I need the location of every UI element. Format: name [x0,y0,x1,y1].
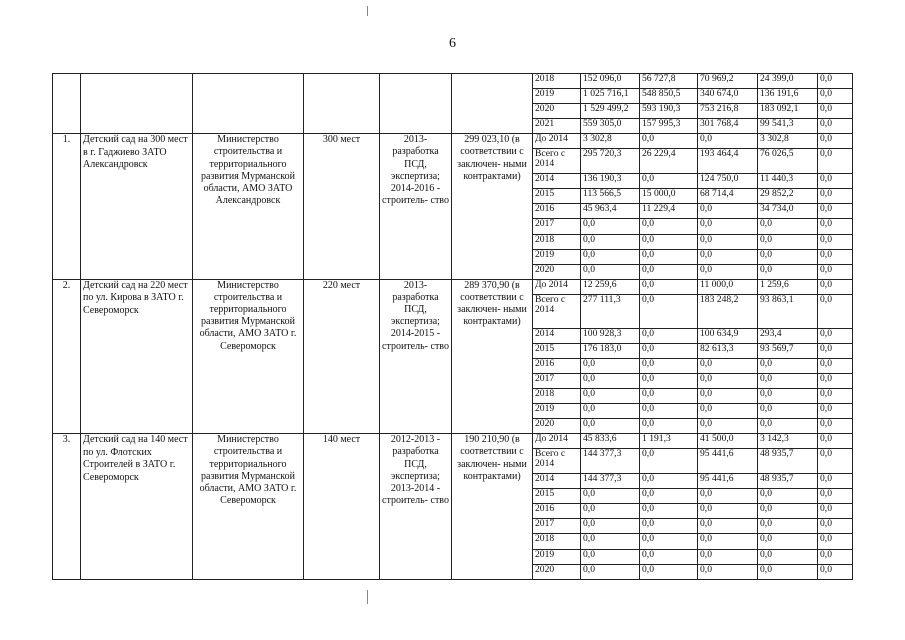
value-cell: 0,0 [581,249,640,264]
value-cell: 0,0 [698,204,758,219]
value-cell: 0,0 [818,449,853,474]
value-cell: 0,0 [758,504,818,519]
value-cell: 0,0 [818,174,853,189]
year-cell: 2018 [533,534,581,549]
value-cell: 0,0 [818,389,853,404]
value-cell: 0,0 [818,328,853,343]
value-cell: 0,0 [640,534,698,549]
value-cell: 0,0 [581,419,640,434]
value-cell: 0,0 [640,343,698,358]
value-cell: 0,0 [581,219,640,234]
value-cell: 113 566,5 [581,189,640,204]
value-cell: 99 541,3 [758,119,818,134]
value-cell: 183 248,2 [698,294,758,328]
value-cell: 100 634,9 [698,328,758,343]
value-cell: 0,0 [818,549,853,564]
year-cell: 2019 [533,549,581,564]
value-cell: 0,0 [698,519,758,534]
value-cell: 48 935,7 [758,474,818,489]
year-cell: 2018 [533,389,581,404]
value-cell: 0,0 [640,328,698,343]
value-cell: 3 302,8 [581,134,640,149]
funding-table [52,73,853,580]
value-cell: 0,0 [818,434,853,449]
value-cell: 0,0 [640,358,698,373]
value-cell: 0,0 [640,419,698,434]
value-cell: 0,0 [581,389,640,404]
value-cell: 100 928,3 [581,328,640,343]
value-cell: 0,0 [758,264,818,279]
year-cell: 2017 [533,519,581,534]
value-cell: 1 529 499,2 [581,104,640,119]
value-cell: 0,0 [758,219,818,234]
value-cell: 0,0 [698,134,758,149]
value-cell: 45 963,4 [581,204,640,219]
value-cell: 0,0 [758,249,818,264]
value-cell: 0,0 [698,389,758,404]
value-cell: 0,0 [640,549,698,564]
table-row [53,434,853,449]
carry-name-cell [81,74,193,134]
year-cell: Всего с 2014 [533,449,581,474]
value-cell: 0,0 [640,373,698,388]
year-cell: 2015 [533,489,581,504]
year-cell: 2016 [533,204,581,219]
object-name: Детский сад на 220 мест по ул. Кирова в ЗАТО г. Североморск [81,279,193,434]
year-cell: 2016 [533,504,581,519]
table-row [53,279,853,294]
carry-cost-cell [452,74,533,134]
value-cell: 70 969,2 [698,74,758,89]
year-cell: 2014 [533,174,581,189]
value-cell: 0,0 [581,534,640,549]
value-cell: 0,0 [698,489,758,504]
value-cell: 0,0 [640,294,698,328]
value-cell: 82 613,3 [698,343,758,358]
value-cell: 48 935,7 [758,449,818,474]
capacity: 300 мест [304,134,380,279]
value-cell: 0,0 [758,234,818,249]
value-cell: 0,0 [581,564,640,579]
value-cell: 26 229,4 [640,149,698,174]
value-cell: 0,0 [698,404,758,419]
value-cell: 0,0 [818,343,853,358]
capacity: 140 мест [304,434,380,580]
value-cell: 0,0 [818,249,853,264]
value-cell: 0,0 [640,234,698,249]
value-cell: 0,0 [758,534,818,549]
value-cell: 0,0 [818,373,853,388]
value-cell: 593 190,3 [640,104,698,119]
value-cell: 0,0 [818,134,853,149]
construction-period: 2012-2013 - разработка ПСД, экспертиза; 2013-2014 - строитель- ство [380,434,452,580]
value-cell: 559 305,0 [581,119,640,134]
value-cell: 0,0 [640,564,698,579]
object-number: 2. [53,279,81,434]
year-cell: 2020 [533,104,581,119]
value-cell: 0,0 [581,489,640,504]
value-cell: 0,0 [581,373,640,388]
value-cell: 3 142,3 [758,434,818,449]
value-cell: 0,0 [640,174,698,189]
value-cell: 0,0 [640,264,698,279]
value-cell: 45 833,6 [581,434,640,449]
year-cell: 2020 [533,264,581,279]
value-cell: 0,0 [818,358,853,373]
value-cell: 11 440,3 [758,174,818,189]
value-cell: 41 500,0 [698,434,758,449]
value-cell: 93 863,1 [758,294,818,328]
year-cell: 2015 [533,189,581,204]
value-cell: 144 377,3 [581,449,640,474]
value-cell: 136 191,6 [758,89,818,104]
value-cell: 0,0 [581,358,640,373]
value-cell: 0,0 [698,234,758,249]
value-cell: 548 850,5 [640,89,698,104]
value-cell: 183 092,1 [758,104,818,119]
value-cell: 0,0 [758,549,818,564]
value-cell: 3 302,8 [758,134,818,149]
value-cell: 0,0 [818,149,853,174]
value-cell: 0,0 [640,219,698,234]
value-cell: 0,0 [698,504,758,519]
year-cell: 2020 [533,419,581,434]
value-cell: 0,0 [818,419,853,434]
value-cell: 11 229,4 [640,204,698,219]
value-cell: 0,0 [640,504,698,519]
value-cell: 0,0 [758,419,818,434]
value-cell: 0,0 [698,564,758,579]
year-cell: 2018 [533,74,581,89]
value-cell: 0,0 [818,504,853,519]
responsible-party: Министерство строительства и территориального развития Мурманской области, АМО ЗАТО г. Североморск [193,434,304,580]
value-cell: 0,0 [818,234,853,249]
value-cell: 0,0 [640,474,698,489]
year-cell: 2014 [533,474,581,489]
value-cell: 0,0 [758,404,818,419]
value-cell: 0,0 [698,219,758,234]
value-cell: 293,4 [758,328,818,343]
value-cell: 0,0 [640,489,698,504]
value-cell: 0,0 [640,519,698,534]
value-cell: 0,0 [698,534,758,549]
carry-cap-cell [304,74,380,134]
value-cell: 0,0 [818,294,853,328]
value-cell: 93 569,7 [758,343,818,358]
value-cell: 0,0 [640,279,698,294]
value-cell: 1 191,3 [640,434,698,449]
value-cell: 0,0 [818,119,853,134]
object-name: Детский сад на 300 мест в г. Гаджиево ЗАТО Александровск [81,134,193,279]
value-cell: 0,0 [640,249,698,264]
value-cell: 152 096,0 [581,74,640,89]
year-cell: Всего с 2014 [533,294,581,328]
value-cell: 124 750,0 [698,174,758,189]
value-cell: 0,0 [818,89,853,104]
year-cell: 2021 [533,119,581,134]
value-cell: 0,0 [640,134,698,149]
object-number: 3. [53,434,81,580]
page-number: 6 [449,36,456,51]
value-cell: 340 674,0 [698,89,758,104]
value-cell: 0,0 [698,358,758,373]
value-cell: 0,0 [818,189,853,204]
value-cell: 176 183,0 [581,343,640,358]
year-cell: 2018 [533,234,581,249]
year-cell: До 2014 [533,434,581,449]
value-cell: 0,0 [640,404,698,419]
value-cell: 0,0 [581,504,640,519]
value-cell: 15 000,0 [640,189,698,204]
value-cell: 0,0 [758,489,818,504]
value-cell: 0,0 [818,204,853,219]
value-cell: 0,0 [818,74,853,89]
value-cell: 0,0 [818,564,853,579]
construction-period: 2013- разработка ПСД, экспертиза; 2014-2016 - строитель- ство [380,134,452,279]
value-cell: 0,0 [581,549,640,564]
value-cell: 1 259,6 [758,279,818,294]
value-cell: 0,0 [818,264,853,279]
carry-num-cell [53,74,81,134]
value-cell: 0,0 [818,474,853,489]
value-cell: 95 441,6 [698,449,758,474]
value-cell: 0,0 [698,249,758,264]
year-cell: До 2014 [533,279,581,294]
value-cell: 295 720,3 [581,149,640,174]
value-cell: 0,0 [818,279,853,294]
value-cell: 0,0 [818,404,853,419]
value-cell: 0,0 [581,519,640,534]
year-cell: Всего с 2014 [533,149,581,174]
value-cell: 0,0 [698,419,758,434]
value-cell: 0,0 [581,234,640,249]
year-cell: 2014 [533,328,581,343]
estimated-cost: 190 210,90 (в соответствии с заключен- ными контрактами) [452,434,533,580]
value-cell: 56 727,8 [640,74,698,89]
year-cell: 2019 [533,404,581,419]
value-cell: 0,0 [758,519,818,534]
object-number: 1. [53,134,81,279]
value-cell: 1 025 716,1 [581,89,640,104]
value-cell: 0,0 [640,449,698,474]
value-cell: 0,0 [818,534,853,549]
value-cell: 0,0 [758,373,818,388]
value-cell: 0,0 [758,564,818,579]
value-cell: 0,0 [640,389,698,404]
table-row [53,134,853,149]
object-name: Детский сад на 140 мест по ул. Флотских Строителей в ЗАТО г. Североморск [81,434,193,580]
value-cell: 0,0 [698,264,758,279]
table-body [53,74,853,580]
construction-period: 2013- разработка ПСД, экспертиза; 2014-2015 - строитель- ство [380,279,452,434]
year-cell: 2015 [533,343,581,358]
value-cell: 0,0 [758,389,818,404]
value-cell: 0,0 [698,549,758,564]
year-cell: 2019 [533,89,581,104]
value-cell: 34 734,0 [758,204,818,219]
value-cell: 95 441,6 [698,474,758,489]
scan-mark [367,590,368,604]
value-cell: 12 259,6 [581,279,640,294]
carry-period-cell [380,74,452,134]
value-cell: 753 216,8 [698,104,758,119]
value-cell: 0,0 [581,404,640,419]
value-cell: 157 995,3 [640,119,698,134]
value-cell: 193 464,4 [698,149,758,174]
value-cell: 0,0 [818,104,853,119]
year-cell: До 2014 [533,134,581,149]
value-cell: 0,0 [581,264,640,279]
value-cell: 0,0 [818,489,853,504]
value-cell: 0,0 [818,519,853,534]
carry-resp-cell [193,74,304,134]
responsible-party: Министерство строительства и территориального развития Мурманской области, АМО ЗАТО Александровск [193,134,304,279]
year-cell: 2017 [533,219,581,234]
year-cell: 2020 [533,564,581,579]
value-cell: 29 852,2 [758,189,818,204]
capacity: 220 мест [304,279,380,434]
scan-mark [367,6,368,16]
value-cell: 68 714,4 [698,189,758,204]
responsible-party: Министерство строительства и территориального развития Мурманской области, АМО ЗАТО г. Североморск [193,279,304,434]
value-cell: 0,0 [758,358,818,373]
value-cell: 277 111,3 [581,294,640,328]
value-cell: 76 026,5 [758,149,818,174]
year-cell: 2016 [533,358,581,373]
value-cell: 144 377,3 [581,474,640,489]
value-cell: 0,0 [698,373,758,388]
table-row [53,74,853,89]
value-cell: 11 000,0 [698,279,758,294]
year-cell: 2019 [533,249,581,264]
value-cell: 0,0 [818,219,853,234]
estimated-cost: 299 023,10 (в соответствии с заключен- ными контрактами) [452,134,533,279]
year-cell: 2017 [533,373,581,388]
estimated-cost: 289 370,90 (в соответствии с заключен- ными контрактами) [452,279,533,434]
value-cell: 301 768,4 [698,119,758,134]
value-cell: 24 399,0 [758,74,818,89]
value-cell: 136 190,3 [581,174,640,189]
